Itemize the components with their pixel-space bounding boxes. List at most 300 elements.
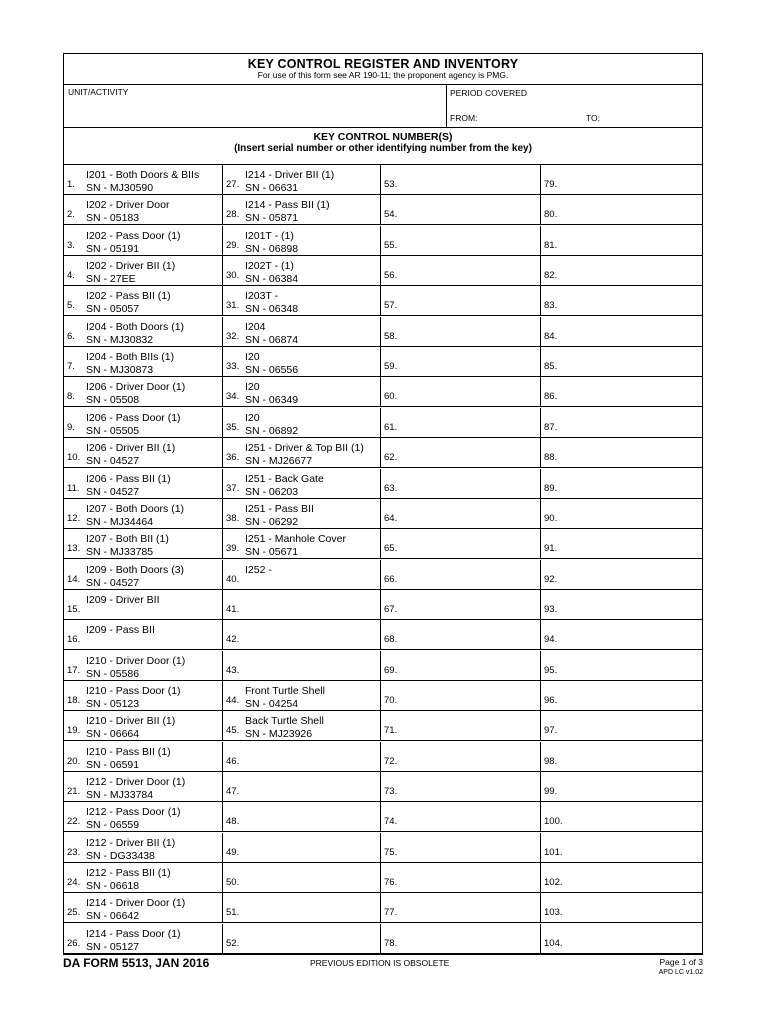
key-entry-cell[interactable] (222, 408, 381, 437)
unit-activity-label: UNIT/ACTIVITY (68, 87, 129, 97)
entry-number: 9. (67, 421, 75, 433)
entry-number: 91. (544, 543, 558, 555)
entry-number: 32. (226, 330, 240, 342)
entry-number: 41. (226, 603, 240, 615)
entry-number: 2. (67, 209, 75, 221)
entry-number: 75. (384, 846, 398, 858)
table-row (64, 438, 702, 468)
key-entry-cell[interactable] (222, 590, 381, 619)
key-entry-cell[interactable] (380, 681, 541, 710)
divider (64, 127, 702, 128)
key-serial-number: SN - 05505 (86, 424, 140, 437)
key-entry-cell[interactable] (380, 195, 541, 224)
key-entry-cell[interactable] (380, 317, 541, 346)
key-description: I202 - Pass BII (1) (86, 290, 171, 303)
table-row (64, 377, 702, 407)
key-serial-number: SN - 05586 (86, 667, 140, 680)
key-entry-cell[interactable] (222, 833, 381, 862)
key-description: I214 - Driver Door (1) (86, 897, 186, 910)
key-description: I207 - Both Doors (1) (86, 502, 185, 515)
key-entry-cell[interactable] (380, 893, 541, 922)
key-serial-number: SN - 05871 (245, 212, 299, 225)
key-entry-cell[interactable] (222, 195, 381, 224)
key-serial-number: SN - MJ34464 (86, 515, 154, 528)
key-entry-cell[interactable] (222, 620, 381, 649)
key-entry-cell[interactable] (222, 711, 381, 740)
entry-number: 84. (544, 330, 558, 342)
key-entry-cell[interactable] (64, 833, 222, 862)
key-entry-cell[interactable] (540, 772, 703, 801)
key-serial-number: SN - MJ30873 (86, 364, 154, 377)
key-entry-cell[interactable] (380, 256, 541, 285)
key-entry-cell[interactable] (64, 438, 222, 467)
entry-number: 13. (67, 543, 81, 555)
key-description: I207 - Both BII (1) (86, 533, 169, 546)
key-entry-cell[interactable] (222, 165, 381, 194)
entry-number: 104. (544, 937, 563, 949)
entry-number: 68. (384, 634, 398, 646)
entry-number: 28. (226, 209, 240, 221)
entry-number: 5. (67, 300, 75, 312)
key-entry-cell[interactable] (222, 529, 381, 558)
key-entry-cell[interactable] (380, 347, 541, 376)
key-description: I212 - Pass Door (1) (86, 806, 181, 819)
table-row (64, 317, 702, 347)
key-entry-cell[interactable] (540, 590, 703, 619)
entry-number: 90. (544, 512, 558, 524)
key-description: I202T - (1) (245, 260, 294, 273)
entry-number: 72. (384, 755, 398, 767)
table-row (64, 560, 702, 590)
key-description: I209 - Pass BII (86, 624, 155, 637)
entry-number: 80. (544, 209, 558, 221)
key-description: I209 - Driver BII (86, 593, 160, 606)
period-to-field[interactable] (604, 108, 700, 126)
key-description: I214 - Pass Door (1) (86, 927, 181, 940)
entry-number: 31. (226, 300, 240, 312)
key-description: I202 - Driver BII (1) (86, 260, 176, 273)
divider (446, 84, 447, 127)
key-serial-number: SN - MJ23926 (245, 728, 313, 741)
key-entry-cell[interactable] (64, 256, 222, 285)
entry-number: 98. (544, 755, 558, 767)
key-entry-cell[interactable] (540, 924, 703, 953)
key-entry-cell[interactable] (380, 742, 541, 771)
key-description: I204 - Both BIIs (1) (86, 351, 175, 364)
key-entry-cell[interactable] (222, 924, 381, 953)
entry-number: 35. (226, 421, 240, 433)
key-entry-cell[interactable] (540, 438, 703, 467)
key-entry-cell[interactable] (222, 377, 381, 406)
key-serial-number: SN - 05191 (86, 242, 140, 255)
key-serial-number: SN - 05127 (86, 940, 140, 953)
entry-number: 11. (67, 482, 80, 494)
entry-number: 53. (384, 179, 398, 190)
entry-number: 97. (544, 725, 558, 737)
key-description: I204 (245, 320, 266, 333)
entry-number: 27. (226, 179, 240, 190)
key-serial-number: SN - 06203 (245, 485, 299, 498)
entry-number: 79. (544, 179, 558, 190)
key-description: I206 - Pass BII (1) (86, 472, 171, 485)
page-number: Page 1 of 3 (659, 957, 703, 967)
key-serial-number: SN - 06349 (245, 394, 299, 407)
entry-number: 16. (67, 634, 81, 646)
key-entry-cell[interactable] (64, 499, 222, 528)
entry-number: 42. (226, 634, 240, 646)
key-entry-cell[interactable] (64, 408, 222, 437)
period-from-field[interactable] (476, 108, 582, 126)
key-entry-cell[interactable] (222, 256, 381, 285)
entry-number: 30. (226, 270, 240, 282)
entry-number: 45. (226, 725, 240, 737)
key-description: I206 - Pass Door (1) (86, 411, 181, 424)
entry-number: 43. (226, 664, 240, 676)
key-serial-number: SN - 04527 (86, 576, 140, 589)
key-entry-cell[interactable] (540, 742, 703, 771)
key-serial-number: SN - 06556 (245, 364, 299, 377)
entry-number: 46. (226, 755, 240, 767)
key-serial-number: SN - 06559 (86, 819, 140, 832)
key-description: I251 - Back Gate (245, 472, 324, 485)
key-description: I212 - Pass BII (1) (86, 867, 171, 880)
entry-number: 40. (226, 573, 240, 585)
key-register-table (64, 165, 702, 955)
entry-number: 95. (544, 664, 558, 676)
key-entry-cell[interactable] (540, 711, 703, 740)
key-entry-cell[interactable] (64, 802, 222, 831)
key-entry-cell[interactable] (222, 560, 381, 589)
key-description: I251 - Pass BII (245, 502, 314, 515)
entry-number: 86. (544, 391, 558, 403)
key-description: I20 (245, 411, 260, 424)
entry-number: 59. (384, 361, 398, 373)
entry-number: 6. (67, 330, 75, 342)
entry-number: 69. (384, 664, 398, 676)
key-description: I210 - Driver BII (1) (86, 715, 176, 728)
key-entry-cell[interactable] (540, 408, 703, 437)
key-control-form (63, 53, 703, 955)
entry-number: 96. (544, 694, 558, 706)
key-description: I251 - Manhole Cover (245, 533, 346, 546)
table-row (64, 833, 702, 863)
table-row (64, 742, 702, 772)
entry-number: 89. (544, 482, 558, 494)
entry-number: 76. (384, 877, 398, 889)
key-entry-cell[interactable] (380, 711, 541, 740)
key-description: I203T - (245, 290, 279, 303)
key-entry-cell[interactable] (64, 711, 222, 740)
key-entry-cell[interactable] (540, 529, 703, 558)
key-entry-cell[interactable] (64, 286, 222, 315)
entry-number: 19. (67, 725, 81, 737)
key-entry-cell[interactable] (380, 863, 541, 892)
table-row (64, 499, 702, 529)
entry-number: 83. (544, 300, 558, 312)
entry-number: 50. (226, 877, 240, 889)
key-entry-cell[interactable] (540, 226, 703, 255)
key-entry-cell[interactable] (380, 377, 541, 406)
key-serial-number: SN - 06384 (245, 273, 299, 286)
key-entry-cell[interactable] (540, 651, 703, 680)
entry-number: 25. (67, 907, 81, 919)
table-row (64, 620, 702, 650)
key-entry-cell[interactable] (380, 620, 541, 649)
table-row (64, 529, 702, 559)
unit-activity-field[interactable] (64, 85, 446, 126)
form-title: KEY CONTROL REGISTER AND INVENTORY (247, 57, 519, 71)
entry-number: 92. (544, 573, 558, 585)
from-label: FROM: (450, 113, 478, 123)
key-entry-cell[interactable] (222, 226, 381, 255)
entry-number: 87. (544, 421, 558, 433)
key-entry-cell[interactable] (380, 226, 541, 255)
key-entry-cell[interactable] (222, 742, 381, 771)
key-description: Back Turtle Shell (245, 715, 324, 728)
entry-number: 10. (67, 452, 81, 464)
key-entry-cell[interactable] (222, 469, 381, 498)
entry-number: 26. (67, 937, 81, 949)
entry-number: 100. (544, 816, 563, 828)
key-entry-cell[interactable] (64, 681, 222, 710)
key-entry-cell[interactable] (540, 317, 703, 346)
to-label: TO: (586, 113, 601, 123)
key-serial-number: SN - 06618 (86, 880, 140, 893)
key-serial-number: SN - 05123 (86, 697, 140, 710)
entry-number: 38. (226, 512, 240, 524)
entry-number: 101. (544, 846, 563, 858)
key-entry-cell[interactable] (380, 802, 541, 831)
entry-number: 54. (384, 209, 398, 221)
key-entry-cell[interactable] (380, 408, 541, 437)
table-row (64, 802, 702, 832)
table-row (64, 226, 702, 256)
key-entry-cell[interactable] (222, 347, 381, 376)
entry-number: 22. (67, 816, 81, 828)
key-description: I210 - Pass Door (1) (86, 684, 181, 697)
key-description: I202 - Pass Door (1) (86, 229, 181, 242)
entry-number: 47. (226, 786, 240, 797)
key-serial-number: SN - 05057 (86, 303, 140, 316)
entry-number: 29. (226, 239, 240, 251)
key-serial-number: SN - MJ30590 (86, 182, 154, 194)
key-entry-cell[interactable] (64, 620, 222, 649)
key-description: I206 - Driver Door (1) (86, 381, 186, 394)
key-entry-cell[interactable] (540, 802, 703, 831)
key-entry-cell[interactable] (64, 924, 222, 953)
entry-number: 65. (384, 543, 398, 555)
entry-number: 56. (384, 270, 398, 282)
key-description: I212 - Driver BII (1) (86, 836, 176, 849)
key-entry-cell[interactable] (540, 165, 703, 194)
entry-number: 64. (384, 512, 398, 524)
key-entry-cell[interactable] (380, 772, 541, 801)
key-entry-cell[interactable] (222, 286, 381, 315)
key-entry-cell[interactable] (64, 195, 222, 224)
key-serial-number: SN - 04254 (245, 697, 299, 710)
key-description: I201 - Both Doors & BIIs (86, 169, 200, 181)
key-entry-cell[interactable] (64, 651, 222, 680)
entry-number: 3. (67, 239, 75, 251)
key-entry-cell[interactable] (380, 924, 541, 953)
key-entry-cell[interactable] (540, 256, 703, 285)
key-entry-cell[interactable] (64, 590, 222, 619)
key-entry-cell[interactable] (540, 286, 703, 315)
entry-number: 4. (67, 270, 75, 282)
entry-number: 51. (226, 907, 240, 919)
key-entry-cell[interactable] (64, 165, 222, 194)
key-entry-cell[interactable] (64, 560, 222, 589)
table-row (64, 256, 702, 286)
key-entry-cell[interactable] (222, 772, 381, 801)
key-serial-number: SN - 05508 (86, 394, 140, 407)
edition-notice: PREVIOUS EDITION IS OBSOLETE (310, 958, 450, 968)
key-control-number-instructions: (Insert serial number or other identifying number from the key) (234, 143, 532, 154)
entry-number: 12. (67, 512, 81, 524)
key-entry-cell[interactable] (64, 226, 222, 255)
key-entry-cell[interactable] (540, 347, 703, 376)
entry-number: 78. (384, 937, 398, 949)
key-serial-number: SN - 04527 (86, 485, 140, 498)
table-row (64, 651, 702, 681)
key-description: I20 (245, 351, 260, 364)
key-entry-cell[interactable] (540, 620, 703, 649)
key-entry-cell[interactable] (64, 742, 222, 771)
entry-number: 20. (67, 755, 81, 767)
table-row (64, 681, 702, 711)
entry-number: 77. (384, 907, 398, 919)
entry-number: 61. (384, 421, 398, 433)
key-serial-number: SN - MJ26677 (245, 455, 313, 468)
entry-number: 62. (384, 452, 398, 464)
key-entry-cell[interactable] (222, 893, 381, 922)
key-entry-cell[interactable] (540, 195, 703, 224)
entry-number: 94. (544, 634, 558, 646)
key-entry-cell[interactable] (222, 681, 381, 710)
entry-number: 58. (384, 330, 398, 342)
key-entry-cell[interactable] (380, 833, 541, 862)
entry-number: 85. (544, 361, 558, 373)
table-row (64, 165, 702, 195)
key-serial-number: SN - 05183 (86, 212, 140, 225)
entry-number: 52. (226, 937, 240, 949)
key-entry-cell[interactable] (64, 469, 222, 498)
key-entry-cell[interactable] (540, 499, 703, 528)
key-description: I214 - Driver BII (1) (245, 169, 335, 181)
key-entry-cell[interactable] (222, 317, 381, 346)
entry-number: 39. (226, 543, 240, 555)
key-serial-number: SN - 06892 (245, 424, 299, 437)
version-label: APD LC v1.02 (658, 969, 703, 976)
key-entry-cell[interactable] (380, 286, 541, 315)
key-description: I252 - (245, 563, 272, 576)
entry-number: 44. (226, 694, 240, 706)
key-serial-number: SN - 06898 (245, 242, 299, 255)
key-serial-number: SN - DG33438 (86, 849, 155, 862)
table-row (64, 772, 702, 802)
key-entry-cell[interactable] (540, 681, 703, 710)
key-entry-cell[interactable] (64, 377, 222, 406)
key-entry-cell[interactable] (540, 833, 703, 862)
key-entry-cell[interactable] (64, 772, 222, 801)
entry-number: 18. (67, 694, 81, 706)
key-control-number-heading: KEY CONTROL NUMBER(S) (313, 131, 453, 143)
entry-number: 102. (544, 877, 563, 889)
key-description: I202 - Driver Door (86, 199, 170, 212)
key-serial-number: SN - 27EE (86, 273, 136, 286)
key-description: I206 - Driver BII (1) (86, 442, 176, 455)
entry-number: 8. (67, 391, 75, 403)
key-entry-cell[interactable] (222, 802, 381, 831)
key-entry-cell[interactable] (380, 499, 541, 528)
table-row (64, 924, 702, 954)
key-entry-cell[interactable] (222, 863, 381, 892)
entry-number: 14. (67, 573, 81, 585)
key-entry-cell[interactable] (540, 377, 703, 406)
table-row (64, 863, 702, 893)
key-description: I210 - Pass BII (1) (86, 745, 171, 758)
entry-number: 60. (384, 391, 398, 403)
entry-number: 15. (67, 603, 81, 615)
table-row (64, 347, 702, 377)
key-entry-cell[interactable] (380, 165, 541, 194)
key-entry-cell[interactable] (380, 438, 541, 467)
key-entry-cell[interactable] (540, 893, 703, 922)
entry-number: 55. (384, 239, 398, 251)
key-entry-cell[interactable] (64, 529, 222, 558)
key-description: Front Turtle Shell (245, 684, 325, 697)
form-number: DA FORM 5513, JAN 2016 (63, 956, 210, 970)
key-entry-cell[interactable] (222, 651, 381, 680)
entry-number: 81. (544, 239, 558, 251)
key-entry-cell[interactable] (64, 347, 222, 376)
key-entry-cell[interactable] (64, 893, 222, 922)
entry-number: 63. (384, 482, 398, 494)
key-serial-number: SN - MJ33785 (86, 546, 154, 559)
entry-number: 1. (67, 179, 75, 190)
key-serial-number: SN - 06631 (245, 182, 299, 194)
entry-number: 66. (384, 573, 398, 585)
key-entry-cell[interactable] (64, 863, 222, 892)
key-entry-cell[interactable] (540, 863, 703, 892)
key-entry-cell[interactable] (380, 560, 541, 589)
key-description: I210 - Driver Door (1) (86, 654, 186, 667)
key-entry-cell[interactable] (64, 317, 222, 346)
entry-number: 74. (384, 816, 398, 828)
key-description: I212 - Driver Door (1) (86, 776, 186, 788)
key-entry-cell[interactable] (380, 529, 541, 558)
table-row (64, 711, 702, 741)
key-serial-number: SN - MJ33784 (86, 789, 154, 801)
entry-number: 49. (226, 846, 240, 858)
key-entry-cell[interactable] (222, 499, 381, 528)
entry-number: 82. (544, 270, 558, 282)
key-entry-cell[interactable] (380, 651, 541, 680)
entry-number: 48. (226, 816, 240, 828)
key-serial-number: SN - 06591 (86, 758, 140, 771)
key-entry-cell[interactable] (380, 469, 541, 498)
key-entry-cell[interactable] (540, 560, 703, 589)
key-entry-cell[interactable] (222, 438, 381, 467)
entry-number: 37. (226, 482, 240, 494)
entry-number: 34. (226, 391, 240, 403)
entry-number: 70. (384, 694, 398, 706)
entry-number: 57. (384, 300, 398, 312)
key-entry-cell[interactable] (540, 469, 703, 498)
table-row (64, 893, 702, 923)
key-serial-number: SN - 06348 (245, 303, 299, 316)
key-entry-cell[interactable] (380, 590, 541, 619)
